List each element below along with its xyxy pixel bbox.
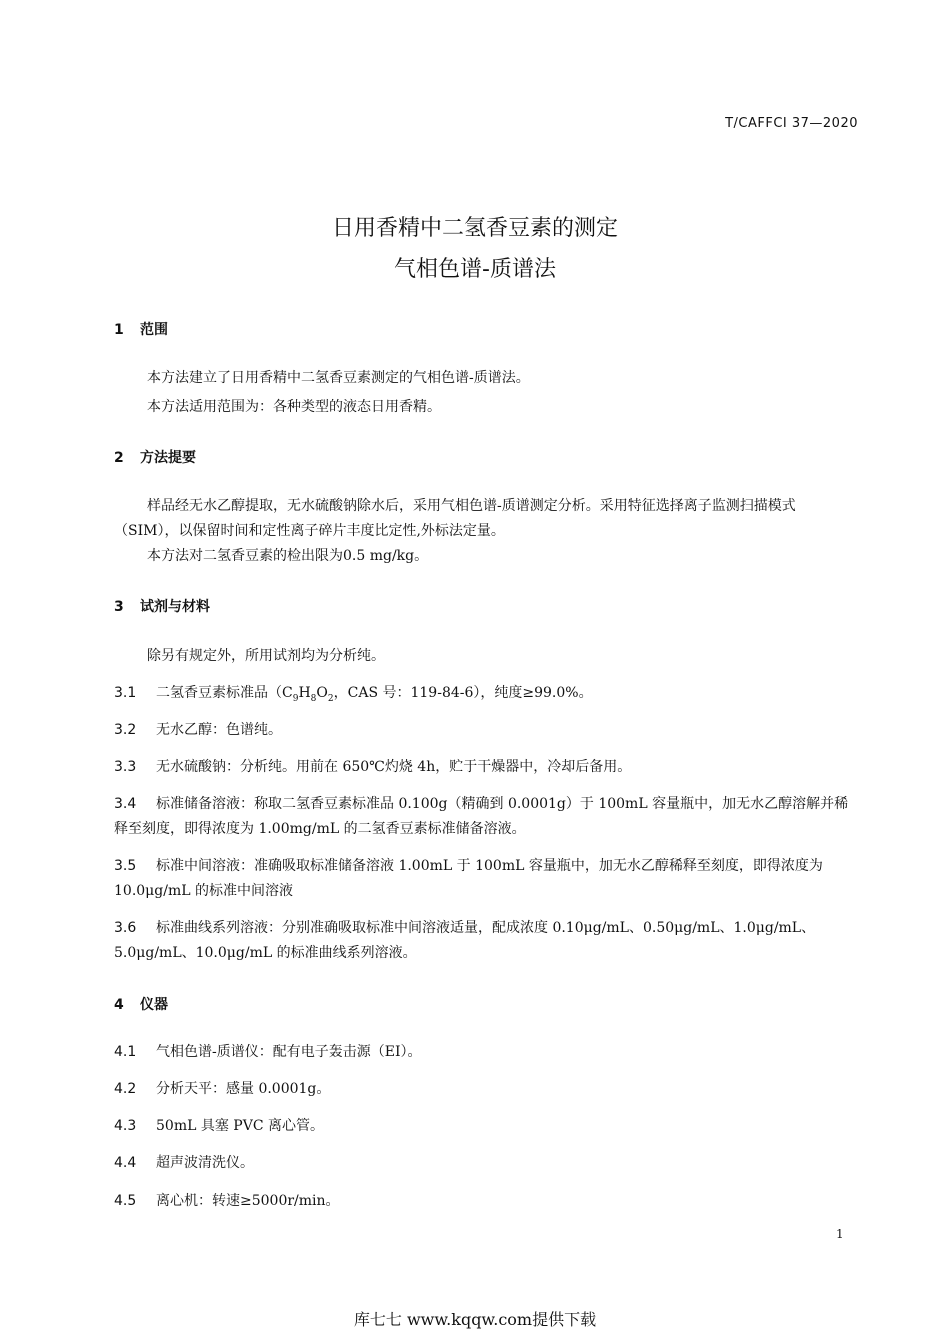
clause-number: 3.1: [114, 685, 137, 701]
section-heading-method-summary: [114, 447, 196, 467]
clause-text: 无水乙醇：色谱纯。: [156, 722, 282, 738]
section-number: 2: [114, 450, 124, 466]
clause-text: 超声波清洗仪。: [156, 1155, 254, 1171]
paragraph: 本方法对二氢香豆素的检出限为0.5 mg/kg。: [147, 548, 429, 564]
clause-text: 气相色谱-质谱仪：配有电子轰击源（EI）。: [156, 1044, 422, 1060]
clause-number: 3.4: [114, 796, 137, 812]
clause-number: 3.2: [114, 722, 137, 738]
clause-number: 4.1: [114, 1044, 137, 1060]
section-title: 仪器: [140, 997, 168, 1013]
clause-4-4: [114, 1151, 860, 1176]
section-title: 方法提要: [140, 450, 196, 466]
section-heading-reagents: [114, 596, 210, 616]
clause-number: 4.4: [114, 1155, 137, 1171]
clause-4-5: [114, 1189, 860, 1214]
section-number: 3: [114, 599, 124, 615]
section-number: 1: [114, 322, 124, 338]
section-number: 4: [114, 997, 124, 1013]
page-number: 1: [836, 1227, 844, 1241]
clause-3-4: [114, 792, 860, 842]
document-subtitle: 气相色谱-质谱法: [394, 257, 556, 282]
paragraph: 本方法建立了日用香精中二氢香豆素测定的气相色谱-质谱法。: [147, 370, 530, 386]
clause-3-2: [114, 718, 860, 743]
paragraph: 样品经无水乙醇提取，无水硫酸钠除水后，采用气相色谱-质谱测定分析。采用特征选择离子监测扫描模式（SIM），以保留时间和定性离子碎片丰度比定性,外标法定量。: [114, 498, 796, 539]
clause-text: 无水硫酸钠：分析纯。用前在 650℃灼烧 4h，贮于干燥器中，冷却后备用。: [156, 759, 632, 775]
section-heading-instruments: [114, 994, 168, 1014]
clause-text: 分析天平：感量 0.0001g。: [156, 1081, 331, 1097]
clause-4-2: [114, 1077, 860, 1102]
clause-number: 4.2: [114, 1081, 137, 1097]
clause-text: 50mL 具塞 PVC 离心管。: [156, 1118, 324, 1134]
clause-text: 二氢香豆素标准品（$C_9H_8O_2$，CAS 号：119-84-6），纯度≥99.0%。: [156, 685, 593, 704]
clause-3-5: [114, 854, 860, 904]
section-heading-scope: [114, 319, 168, 339]
section-title: 范围: [140, 322, 168, 338]
download-footer: 库七七 www.kqqw.com提供下载: [353, 1310, 597, 1329]
clause-3-6: [114, 916, 860, 966]
clause-number: 4.5: [114, 1193, 137, 1209]
clause-number: 3.6: [114, 920, 137, 936]
clause-number: 4.3: [114, 1118, 137, 1134]
clause-3-3: [114, 755, 860, 780]
document-title: 日用香精中二氢香豆素的测定: [331, 216, 618, 241]
paragraph: 本方法适用范围为：各种类型的液态日用香精。: [147, 399, 441, 415]
clause-text: 标准曲线系列溶液：分别准确吸取标准中间溶液适量，配成浓度 0.10μg/mL、0.50μg/mL、1.0μg/mL、5.0μg/mL、10.0μg/mL 的标准曲线系列溶液。: [114, 920, 816, 961]
section-title: 试剂与材料: [140, 599, 210, 615]
clause-text: 离心机：转速≥5000r/min。: [156, 1193, 340, 1209]
document-number: T/CAFFCI 37—2020: [725, 116, 858, 131]
clause-number: 3.5: [114, 858, 137, 874]
clause-4-3: [114, 1114, 860, 1139]
clause-text: 标准储备溶液：称取二氢香豆素标准品 0.100g（精确到 0.0001g）于 100mL 容量瓶中，加无水乙醇溶解并稀释至刻度，即得浓度为 1.00mg/mL 的二氢香豆素标准储备溶液。: [114, 796, 849, 837]
clause-number: 3.3: [114, 759, 137, 775]
clause-text: 标准中间溶液：准确吸取标准储备溶液 1.00mL 于 100mL 容量瓶中，加无水乙醇稀释至刻度，即得浓度为 10.0μg/mL 的标准中间溶液: [114, 858, 823, 899]
paragraph: 除另有规定外，所用试剂均为分析纯。: [147, 648, 385, 664]
clause-4-1: [114, 1040, 860, 1065]
clause-3-1: [114, 681, 860, 712]
